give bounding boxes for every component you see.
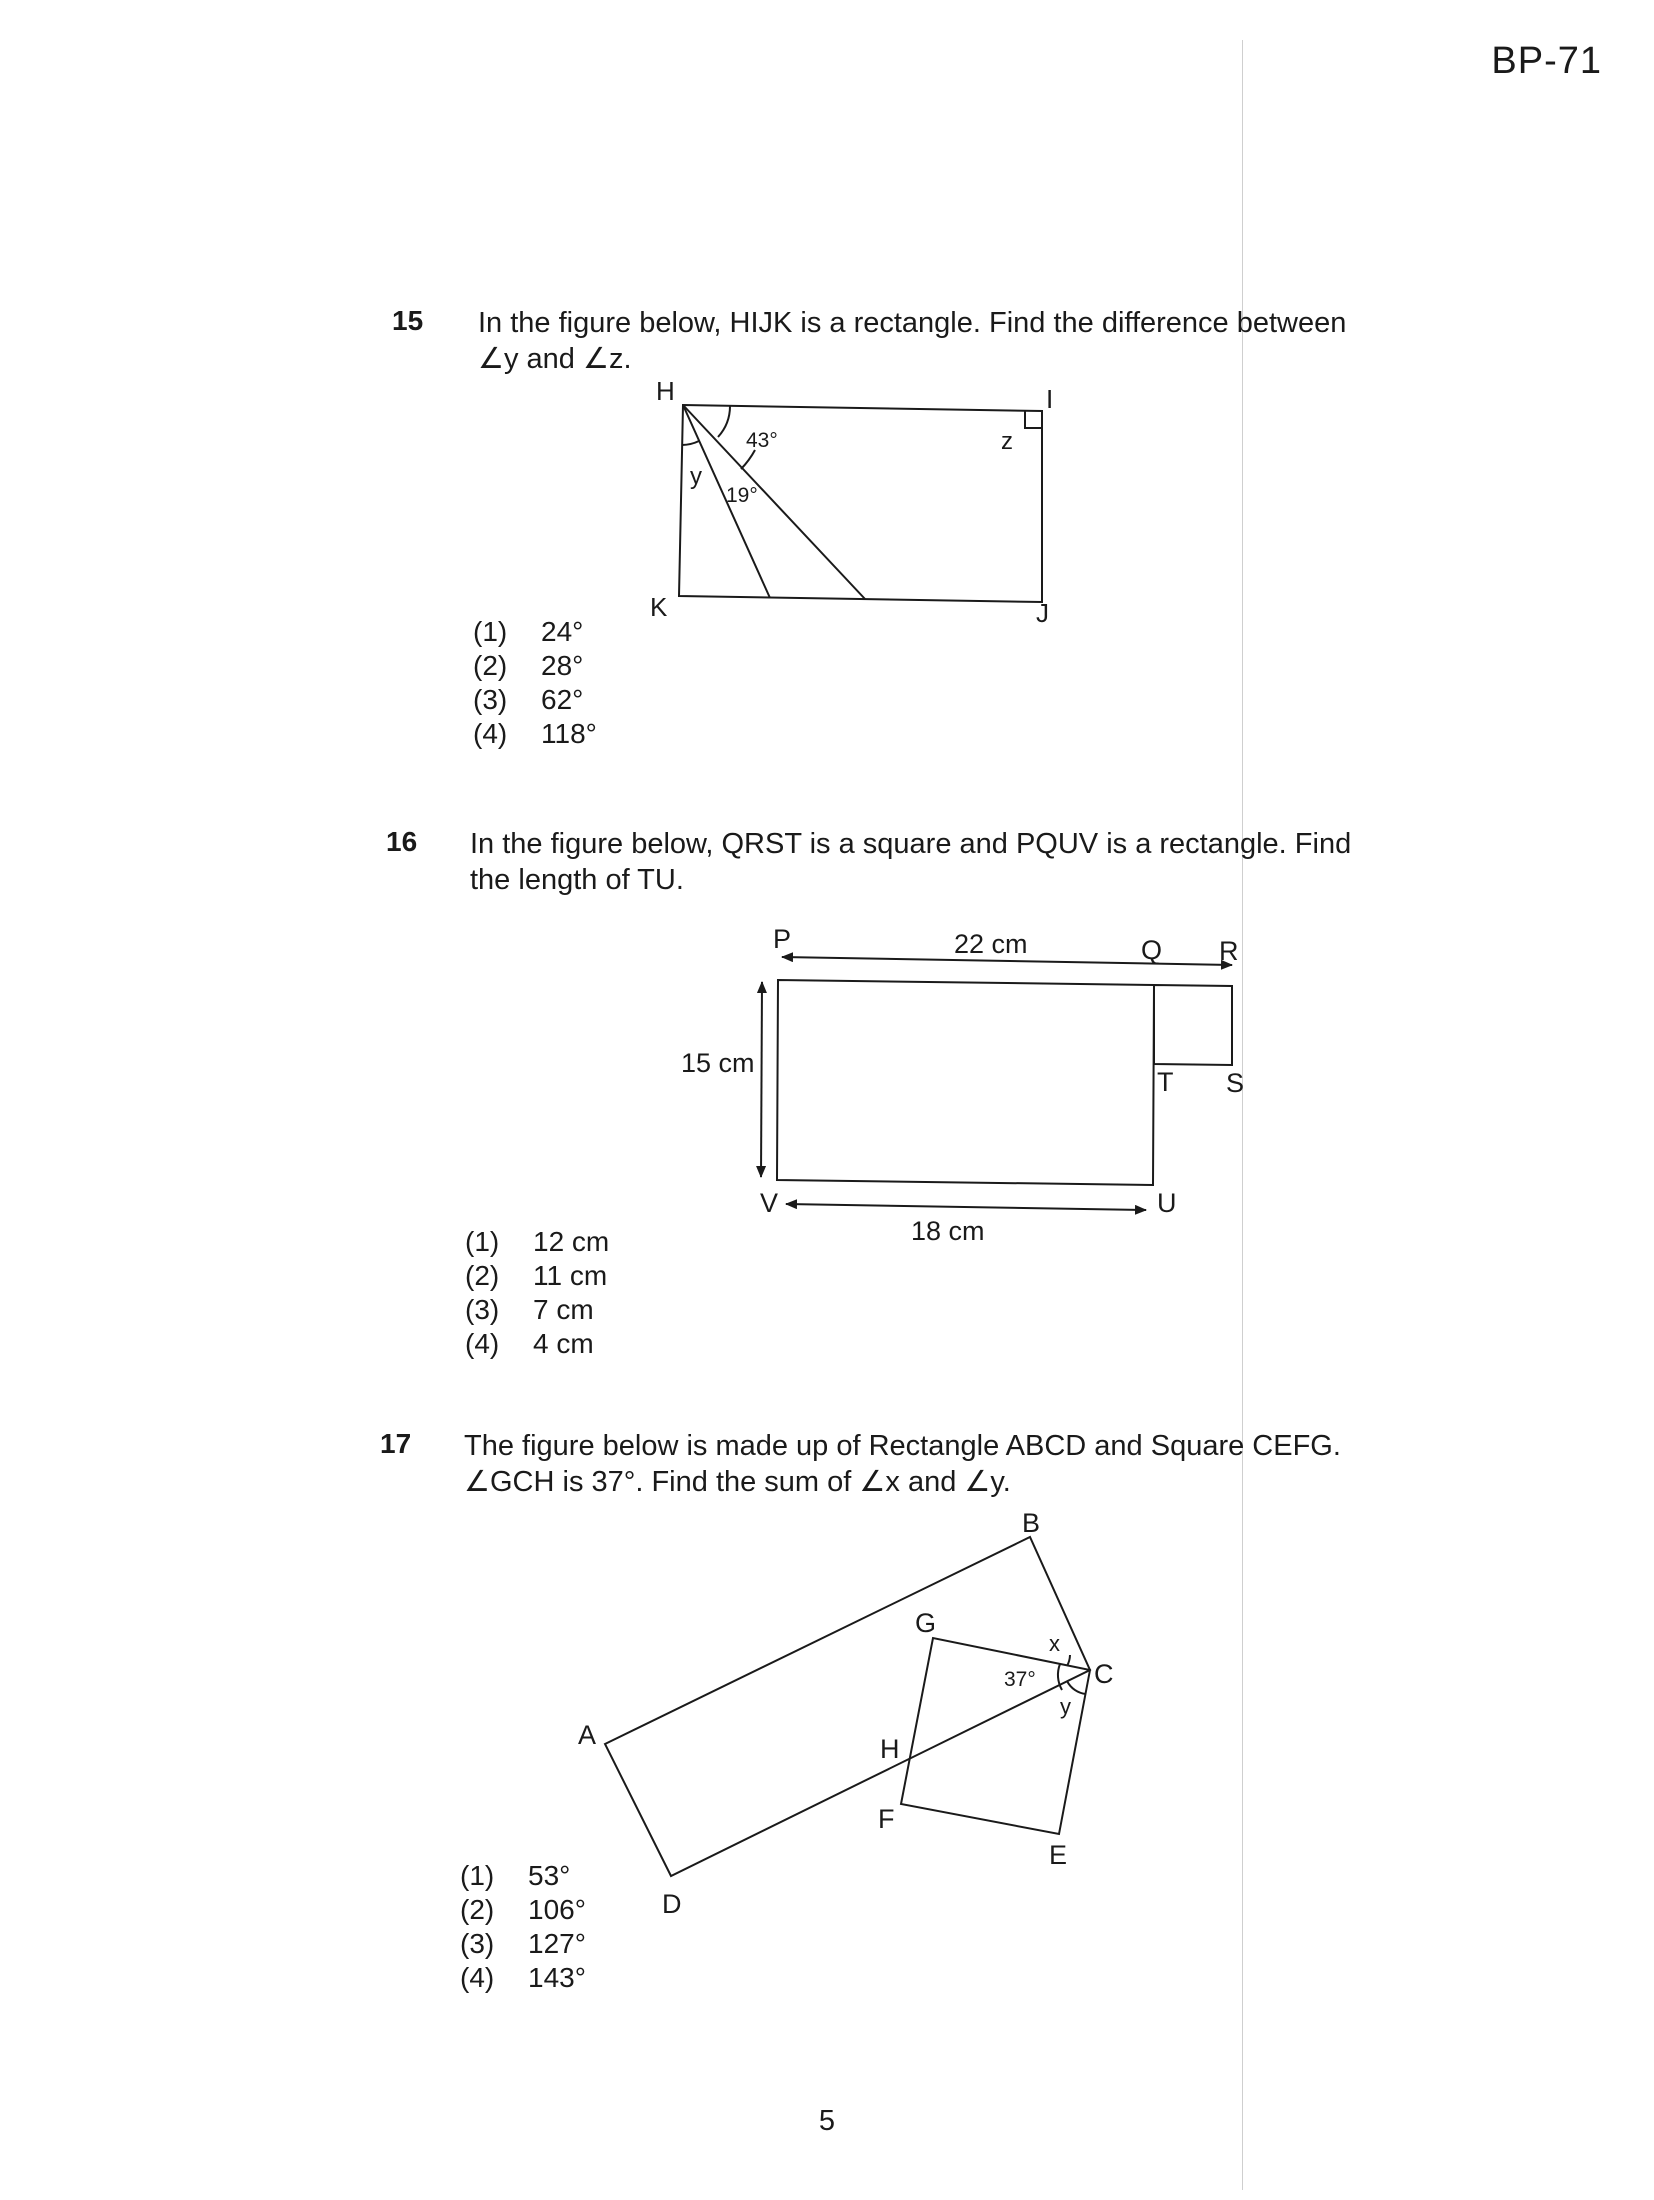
- question-15-number: 15: [392, 305, 424, 336]
- question-17-text-line2: ∠GCH is 37°. Find the sum of ∠x and ∠y.: [464, 1466, 1011, 1498]
- option[interactable]: (1) 12 cm: [465, 1226, 610, 1257]
- label-g: G: [915, 1608, 937, 1638]
- question-16-options: [465, 1225, 609, 1361]
- right-angle-marker-i: [1025, 411, 1042, 428]
- label-u: U: [1157, 1188, 1177, 1218]
- label-s: S: [1226, 1068, 1245, 1098]
- label-v: V: [760, 1188, 779, 1218]
- page-code: BP-71: [1491, 40, 1602, 82]
- arc-angle-x: [1067, 1655, 1070, 1666]
- label-e: E: [1049, 1840, 1068, 1870]
- question-15-figure: [640, 376, 1100, 640]
- question-16-number: 16: [386, 826, 418, 857]
- label-22cm: 22 cm: [954, 929, 1028, 959]
- label-i: I: [1046, 384, 1054, 414]
- option[interactable]: (3) 127°: [460, 1928, 586, 1959]
- label-f: F: [878, 1804, 895, 1834]
- label-18cm: 18 cm: [911, 1216, 985, 1246]
- question-15-text: [478, 305, 1428, 377]
- option[interactable]: (1) 24°: [473, 616, 584, 647]
- option[interactable]: (4) 4 cm: [465, 1328, 594, 1359]
- square-cefg: [901, 1638, 1090, 1834]
- label-d: D: [662, 1889, 682, 1919]
- label-angle-37: 37°: [1004, 1668, 1036, 1691]
- square-qrst: [1154, 985, 1232, 1065]
- question-17-text: [464, 1428, 1424, 1500]
- question-15-text-line2: ∠y and ∠z.: [478, 343, 632, 375]
- arrow-side-15cm: [761, 982, 762, 1177]
- rectangle-pquv: [777, 980, 1154, 1185]
- label-p: P: [773, 924, 792, 954]
- question-16-text: [470, 826, 1420, 898]
- question-16-figure: [670, 920, 1270, 1260]
- arc-angle-y: [1067, 1681, 1086, 1694]
- label-k: K: [650, 592, 668, 622]
- arc-angle-43: [718, 406, 730, 437]
- label-x: x: [1049, 1631, 1060, 1656]
- question-17-figure: [560, 1500, 1140, 1940]
- question-16-text-line1: In the figure below, QRST is a square and PQUV is a rectangle. Find: [470, 828, 1352, 860]
- option[interactable]: (4) 143°: [460, 1962, 586, 1993]
- arc-angle-y: [682, 441, 699, 445]
- question-15-options: [473, 615, 597, 751]
- label-q: Q: [1141, 935, 1163, 965]
- label-t: T: [1157, 1067, 1174, 1097]
- question-17-options: [460, 1859, 586, 1995]
- label-y: y: [690, 463, 702, 490]
- label-y: y: [1060, 1694, 1071, 1719]
- label-h: H: [656, 376, 675, 406]
- label-angle-43: 43°: [746, 429, 778, 452]
- label-j: J: [1036, 598, 1049, 628]
- option[interactable]: (1) 53°: [460, 1860, 571, 1891]
- question-15-text-line1: In the figure below, HIJK is a rectangle. Find the difference between: [478, 307, 1347, 339]
- label-c: C: [1094, 1659, 1114, 1689]
- label-15cm: 15 cm: [681, 1048, 755, 1078]
- option[interactable]: (4) 118°: [473, 718, 597, 749]
- question-17-text-line1: The figure below is made up of Rectangle ABCD and Square CEFG.: [464, 1430, 1341, 1462]
- option[interactable]: (2) 11 cm: [465, 1260, 608, 1291]
- question-17-number: 17: [380, 1428, 412, 1459]
- arc-angle-19: [741, 450, 755, 469]
- option[interactable]: (2) 106°: [460, 1894, 586, 1925]
- question-16-text-line2: the length of TU.: [470, 864, 684, 896]
- label-h: H: [880, 1734, 900, 1764]
- label-z: z: [1001, 428, 1013, 455]
- option[interactable]: (3) 62°: [473, 684, 584, 715]
- option[interactable]: (3) 7 cm: [465, 1294, 594, 1325]
- label-a: A: [578, 1720, 597, 1750]
- label-angle-19: 19°: [726, 484, 758, 507]
- label-r: R: [1219, 936, 1239, 966]
- option[interactable]: (2) 28°: [473, 650, 584, 681]
- page-number: 5: [818, 2105, 836, 2137]
- label-b: B: [1022, 1508, 1041, 1538]
- arrow-bottom-18cm: [786, 1204, 1146, 1210]
